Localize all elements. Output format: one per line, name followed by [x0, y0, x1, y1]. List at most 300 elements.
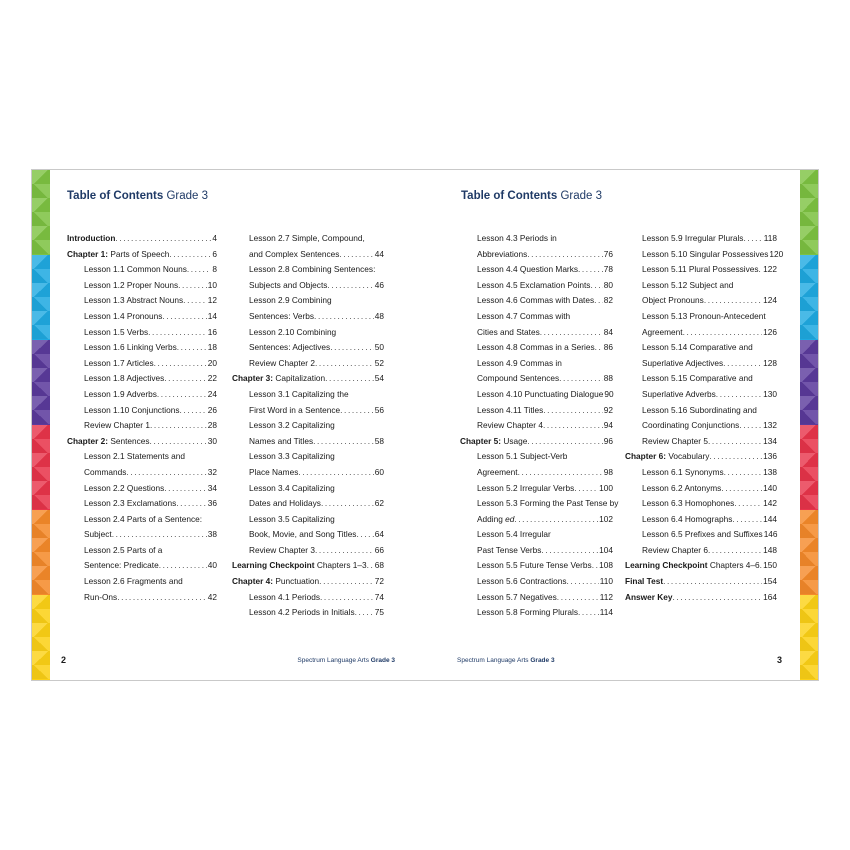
stripe-facet	[800, 269, 818, 283]
toc-entry-label: Place Names	[249, 466, 299, 477]
stripe-facet	[800, 609, 818, 623]
stripe-facet	[32, 481, 50, 495]
toc-entry-label: Lesson 2.2 Questions	[84, 482, 165, 493]
toc-leader-dots	[514, 512, 598, 528]
stripe-facet	[800, 651, 818, 665]
toc-page-number: 96	[603, 435, 613, 446]
toc-leader-dots	[164, 481, 207, 497]
toc-entry	[67, 418, 217, 434]
toc-page-number: 48	[374, 310, 384, 321]
toc-entry-label: Agreement	[642, 326, 683, 337]
toc-entry	[460, 356, 613, 372]
toc-page-number: 122	[763, 264, 777, 275]
toc-leader-dots	[356, 527, 373, 543]
toc-entry	[232, 278, 384, 294]
toc-page-number: 146	[763, 529, 778, 540]
toc-page-number: 154	[763, 576, 777, 587]
stripe-facet	[800, 467, 818, 481]
toc-entry	[232, 293, 384, 309]
stripe-facet	[800, 184, 818, 198]
stripe-facet	[800, 524, 818, 538]
toc-entry-label: Lesson 6.3 Homophones	[642, 498, 735, 509]
toc-entry-label: Lesson 3.2 Capitalizing	[249, 420, 335, 431]
toc-leader-dots	[177, 340, 207, 356]
stripe-facet	[800, 382, 818, 396]
toc-entry	[67, 278, 217, 294]
toc-leader-dots	[126, 465, 206, 481]
toc-entry-label: Object Pronouns	[642, 295, 704, 306]
toc-leader-dots	[320, 590, 374, 606]
toc-entry-label: Lesson 1.9 Adverbs	[84, 388, 157, 399]
stripe-color-band	[800, 255, 818, 340]
toc-entry-label: Lesson 5.1 Subject-Verb	[477, 451, 568, 462]
toc-entry	[232, 496, 384, 512]
toc-entry	[67, 558, 217, 574]
right-page-number: 3	[776, 655, 782, 665]
toc-entry-label: Lesson 4.3 Periods in	[477, 233, 557, 243]
toc-page-number: 82	[603, 295, 613, 306]
toc-entry-label: Lesson 5.10 Singular Possessives	[642, 248, 769, 259]
toc-entry	[625, 418, 777, 434]
toc-entry-label: Lesson 2.8 Combining Sentences:	[249, 264, 376, 275]
stripe-color-band	[800, 170, 818, 255]
stripe-facet	[32, 510, 50, 524]
toc-entry	[67, 543, 217, 559]
stripe-facet	[32, 467, 50, 481]
toc-page-number: 86	[603, 342, 613, 353]
toc-entry	[67, 527, 217, 543]
toc-entry	[232, 262, 384, 278]
toc-entry-label: Chapter 4: Punctuation	[232, 576, 320, 587]
left-page-title: Table of Contents Grade 3	[67, 190, 209, 202]
toc-entry	[460, 418, 613, 434]
stripe-facet	[32, 226, 50, 240]
toc-chapter-label: Chapter 1:	[67, 248, 109, 259]
toc-page-number: 102	[599, 513, 613, 524]
toc-entry-label: Lesson 5.11 Plural Possessives	[642, 264, 759, 275]
stripe-facet	[32, 410, 50, 424]
toc-entry	[232, 403, 384, 419]
toc-entry-label: Run-Ons	[84, 591, 118, 602]
toc-entry	[460, 325, 613, 341]
toc-page-number: 10	[207, 279, 217, 290]
toc-entry	[232, 543, 384, 559]
toc-entry-label: Lesson 2.6 Fragments and	[84, 576, 183, 587]
toc-leader-dots	[716, 387, 762, 403]
toc-entry	[232, 340, 384, 356]
toc-entry	[460, 558, 613, 574]
toc-entry-label: Answer Key	[625, 591, 673, 602]
toc-entry-label: Sentence: Predicate	[84, 560, 159, 571]
stripe-facet	[800, 410, 818, 424]
toc-entry-label: Compound Sentences	[477, 373, 560, 384]
toc-entry	[67, 293, 217, 309]
toc-entry	[232, 605, 384, 621]
toc-entry-label: Lesson 5.7 Negatives	[477, 591, 557, 602]
stripe-facet	[32, 552, 50, 566]
left-color-stripe	[32, 170, 50, 680]
toc-entry	[460, 262, 613, 278]
toc-entry	[625, 465, 777, 481]
stripe-color-band	[32, 425, 50, 510]
stripe-facet	[800, 354, 818, 368]
toc-page-number: 18	[207, 342, 217, 353]
toc-chapter-entry	[232, 574, 384, 590]
toc-entry	[460, 247, 613, 263]
toc-chapter-label: Chapter 5:	[460, 435, 502, 446]
stripe-facet	[800, 297, 818, 311]
toc-entry	[625, 231, 777, 247]
toc-entry	[625, 309, 777, 325]
toc-leader-dots	[721, 481, 762, 497]
toc-entry-label: Abbreviations	[477, 248, 528, 259]
toc-entry-label: Coordinating Conjunctions	[642, 420, 740, 431]
toc-leader-dots	[708, 543, 762, 559]
toc-chapter-label: Chapter 3:	[232, 373, 274, 384]
toc-leader-dots	[709, 449, 762, 465]
stripe-facet	[800, 368, 818, 382]
toc-leader-dots	[176, 496, 207, 512]
toc-entry-label: Names and Titles	[249, 435, 314, 446]
toc-page-number: 40	[207, 560, 217, 571]
stripe-facet	[32, 566, 50, 580]
toc-page-number: 68	[374, 560, 384, 571]
toc-page-number: 132	[763, 420, 777, 431]
toc-entry	[232, 356, 384, 372]
stripe-facet	[800, 453, 818, 467]
toc-entry-label: Lesson 5.3 Forming the Past Tense by	[477, 498, 619, 509]
toc-page-number: 12	[207, 295, 217, 306]
toc-page-number: 75	[374, 607, 384, 618]
toc-page-number: 150	[763, 560, 777, 571]
stripe-facet	[32, 354, 50, 368]
toc-entry	[67, 481, 217, 497]
toc-entry	[67, 371, 217, 387]
toc-chapter-entry	[232, 558, 384, 574]
toc-entry	[67, 309, 217, 325]
toc-entry-label: and Complex Sentences	[249, 248, 340, 259]
toc-page-number: 144	[763, 513, 777, 524]
toc-entry-label: Lesson 4.1 Periods	[249, 591, 321, 602]
stripe-facet	[32, 311, 50, 325]
toc-entry-label: Lesson 5.14 Comparative and	[642, 342, 753, 353]
toc-leader-dots	[594, 293, 603, 309]
toc-entry-label: Review Chapter 6	[642, 544, 708, 555]
stripe-facet	[800, 580, 818, 594]
toc-leader-dots	[595, 340, 603, 356]
right-page-title: Table of Contents Grade 3	[461, 190, 603, 202]
toc-leader-dots	[739, 418, 762, 434]
toc-entry-label: Lesson 4.5 Exclamation Points	[477, 279, 591, 290]
toc-entry	[232, 481, 384, 497]
toc-page-number: 134	[763, 435, 777, 446]
toc-entry-label: Review Chapter 4	[477, 420, 543, 431]
toc-leader-dots	[162, 309, 206, 325]
toc-entry-label: Lesson 5.16 Subordinating and	[642, 404, 757, 415]
toc-entry	[625, 590, 777, 606]
toc-entry	[232, 434, 384, 450]
toc-entry-label: Lesson 1.10 Conjunctions	[84, 404, 180, 415]
toc-leader-dots	[543, 418, 603, 434]
toc-page-number: 44	[374, 248, 384, 259]
toc-page-number: 38	[207, 529, 217, 540]
toc-entry-label: Past Tense Verbs	[477, 544, 542, 555]
toc-page-number: 100	[599, 482, 613, 493]
right-page	[425, 169, 819, 681]
toc-page-number: 108	[599, 560, 613, 571]
toc-entry-label: Lesson 2.3 Exclamations	[84, 498, 177, 509]
stripe-facet	[32, 623, 50, 637]
toc-entry	[67, 403, 217, 419]
stripe-facet	[32, 425, 50, 439]
toc-page-number: 164	[763, 591, 777, 602]
toc-entry	[460, 403, 613, 419]
toc-entry	[232, 449, 384, 465]
toc-entry-label: Lesson 5.13 Pronoun-Antecedent	[642, 310, 766, 321]
stripe-facet	[800, 595, 818, 609]
toc-page-number: 22	[207, 373, 217, 384]
stripe-facet	[800, 510, 818, 524]
toc-entry	[232, 465, 384, 481]
toc-entry-label: Lesson 5.15 Comparative and	[642, 373, 753, 384]
toc-page-number: 118	[763, 233, 777, 243]
toc-leader-dots	[704, 293, 762, 309]
toc-page-number: 8	[212, 264, 217, 275]
toc-leader-dots	[543, 403, 603, 419]
toc-leader-dots	[673, 590, 763, 606]
toc-page-number: 80	[603, 279, 613, 290]
toc-entry	[67, 512, 217, 528]
toc-leader-dots	[150, 434, 207, 450]
toc-entry-label: Cities and States	[477, 326, 540, 337]
toc-entry	[460, 387, 613, 403]
toc-entry	[460, 605, 613, 621]
toc-leader-dots	[117, 590, 207, 606]
toc-entry-label: Lesson 5.12 Subject and	[642, 279, 734, 290]
stripe-facet	[800, 340, 818, 354]
toc-page-number: 64	[374, 529, 384, 540]
toc-leader-dots	[183, 293, 207, 309]
toc-chapter-entry	[232, 371, 384, 387]
toc-leader-dots	[157, 387, 207, 403]
toc-leader-dots	[179, 403, 206, 419]
toc-entry-label: Lesson 3.1 Capitalizing the	[249, 388, 349, 399]
stripe-facet	[800, 425, 818, 439]
toc-page-number: 128	[763, 357, 777, 368]
toc-entry-label: Review Chapter 2	[249, 357, 315, 368]
stripe-color-band	[800, 340, 818, 425]
toc-entry-label: Lesson 6.4 Homographs	[642, 513, 733, 524]
toc-entry-label: Chapter 6: Vocabulary	[625, 451, 710, 462]
toc-page-number: 130	[763, 388, 777, 399]
toc-leader-dots	[527, 434, 602, 450]
toc-leader-dots	[559, 371, 603, 387]
right-footer: Spectrum Language Arts Grade 3	[457, 657, 555, 664]
stripe-facet	[800, 552, 818, 566]
stripe-facet	[32, 453, 50, 467]
toc-chapter-label: Chapter 2:	[67, 435, 109, 446]
toc-page-number: 4	[212, 233, 217, 243]
stripe-facet	[32, 170, 50, 184]
toc-entry	[625, 496, 777, 512]
toc-entry	[460, 543, 613, 559]
stripe-facet	[800, 481, 818, 495]
toc-entry	[232, 418, 384, 434]
toc-entry	[232, 231, 384, 247]
toc-entry	[232, 387, 384, 403]
toc-emphasis: ed	[505, 513, 515, 524]
toc-entry-label: Lesson 6.5 Prefixes and Suffixes	[642, 529, 763, 540]
toc-entry	[67, 387, 217, 403]
toc-entry	[460, 574, 613, 590]
toc-page-number: 20	[207, 357, 217, 368]
stripe-facet	[32, 297, 50, 311]
toc-leader-dots	[159, 558, 207, 574]
toc-page-number: 136	[763, 451, 777, 462]
toc-entry-label: Lesson 2.7 Simple, Compound,	[249, 233, 365, 243]
toc-leader-dots	[578, 262, 603, 278]
toc-page-number: 72	[374, 576, 384, 587]
stripe-facet	[32, 637, 50, 651]
stripe-facet	[800, 439, 818, 453]
stripe-facet	[32, 283, 50, 297]
toc-entry-label: Final Test	[625, 576, 664, 587]
toc-chapter-entry	[625, 558, 777, 574]
toc-entry	[67, 590, 217, 606]
toc-entry	[232, 325, 384, 341]
toc-page-number: 28	[207, 420, 217, 431]
toc-leader-dots	[315, 356, 374, 372]
left-page	[31, 169, 425, 681]
toc-entry	[625, 325, 777, 341]
stripe-facet	[32, 609, 50, 623]
toc-page-number: 138	[763, 466, 777, 477]
toc-page-number: 26	[207, 404, 217, 415]
toc-entry-label: Superlative Adverbs	[642, 388, 716, 399]
toc-page-number: 54	[374, 373, 384, 384]
stripe-facet	[32, 368, 50, 382]
toc-leader-dots	[325, 371, 374, 387]
toc-page-number: 126	[763, 326, 777, 337]
toc-page-number: 60	[374, 466, 384, 477]
toc-entry-label: Lesson 2.10 Combining	[249, 326, 337, 337]
toc-entry	[460, 340, 613, 356]
toc-entry-label: Superlative Adjectives	[642, 357, 724, 368]
toc-page-number: 24	[207, 388, 217, 399]
stripe-color-band	[800, 425, 818, 510]
toc-leader-dots	[355, 605, 374, 621]
toc-entry	[625, 574, 777, 590]
toc-entry	[67, 356, 217, 372]
stripe-facet	[32, 665, 50, 679]
right-toc-column-1	[460, 231, 619, 621]
toc-entry-label: Lesson 4.2 Periods in Initials	[249, 607, 355, 618]
stripe-facet	[800, 226, 818, 240]
toc-entry	[67, 325, 217, 341]
toc-entry-label: Adding ed	[477, 513, 515, 524]
left-toc-column-1	[67, 231, 217, 605]
toc-entry-label: Learning Checkpoint Chapters 1–3	[232, 560, 367, 571]
stripe-facet	[32, 396, 50, 410]
stripe-facet	[32, 184, 50, 198]
toc-entry	[67, 262, 217, 278]
toc-leader-dots	[321, 496, 374, 512]
toc-entry	[625, 387, 777, 403]
toc-leader-dots	[574, 481, 598, 497]
toc-page-number: 78	[603, 264, 613, 275]
toc-entry-label: Lesson 2.4 Parts of a Sentence:	[84, 513, 203, 524]
toc-leader-dots	[527, 247, 602, 263]
toc-page-number: 142	[763, 498, 777, 509]
toc-page-number: 58	[374, 435, 384, 446]
stripe-facet	[800, 255, 818, 269]
right-toc-column-2	[625, 231, 784, 605]
toc-chapter-label: Chapter 6:	[625, 451, 667, 462]
toc-entry-label: Lesson 5.9 Irregular Plurals	[642, 233, 744, 243]
toc-entry	[625, 278, 777, 294]
toc-chapter-entry	[67, 247, 217, 263]
toc-leader-dots	[518, 465, 603, 481]
toc-page-number: 32	[207, 466, 217, 477]
stripe-color-band	[32, 340, 50, 425]
toc-leader-dots	[112, 527, 207, 543]
toc-entry	[460, 293, 613, 309]
toc-page-number: 56	[374, 404, 384, 415]
toc-page-number: 6	[212, 248, 217, 259]
toc-leader-dots	[319, 574, 374, 590]
stripe-facet	[32, 198, 50, 212]
toc-page-number: 104	[599, 544, 613, 555]
toc-entry-label: Review Chapter 5	[642, 435, 708, 446]
toc-entry	[67, 231, 217, 247]
toc-page-number: 114	[599, 607, 613, 618]
toc-entry	[625, 434, 777, 450]
toc-entry	[625, 356, 777, 372]
toc-leader-dots	[540, 325, 603, 341]
toc-entry	[67, 574, 217, 590]
toc-leader-dots	[314, 309, 374, 325]
toc-entry-label: First Word in a Sentence	[249, 404, 341, 415]
toc-leader-dots	[566, 574, 598, 590]
toc-entry-label: Sentences: Verbs	[249, 310, 315, 321]
toc-entry	[460, 590, 613, 606]
toc-page-number: 84	[603, 326, 613, 337]
toc-entry-label: Book, Movie, and Song Titles	[249, 529, 357, 540]
toc-leader-dots	[590, 278, 602, 294]
toc-leader-dots	[315, 543, 374, 559]
toc-entry	[67, 496, 217, 512]
toc-entry	[232, 309, 384, 325]
stripe-facet	[32, 439, 50, 453]
toc-entry-label: Lesson 4.7 Commas with	[477, 310, 571, 321]
toc-entry-label: Agreement	[477, 466, 518, 477]
toc-entry-label: Lesson 1.3 Abstract Nouns	[84, 295, 184, 306]
stripe-color-band	[32, 170, 50, 255]
toc-entry	[460, 371, 613, 387]
toc-leader-dots	[150, 418, 207, 434]
toc-leader-dots	[578, 605, 599, 621]
stripe-facet	[800, 240, 818, 254]
toc-entry	[460, 527, 613, 543]
stripe-facet	[800, 325, 818, 339]
toc-chapter-entry	[67, 434, 217, 450]
toc-leader-dots	[327, 278, 373, 294]
toc-leader-dots	[723, 356, 762, 372]
toc-page-number: 88	[603, 373, 613, 384]
stripe-color-band	[32, 510, 50, 595]
stripe-facet	[800, 623, 818, 637]
toc-entry	[625, 262, 777, 278]
